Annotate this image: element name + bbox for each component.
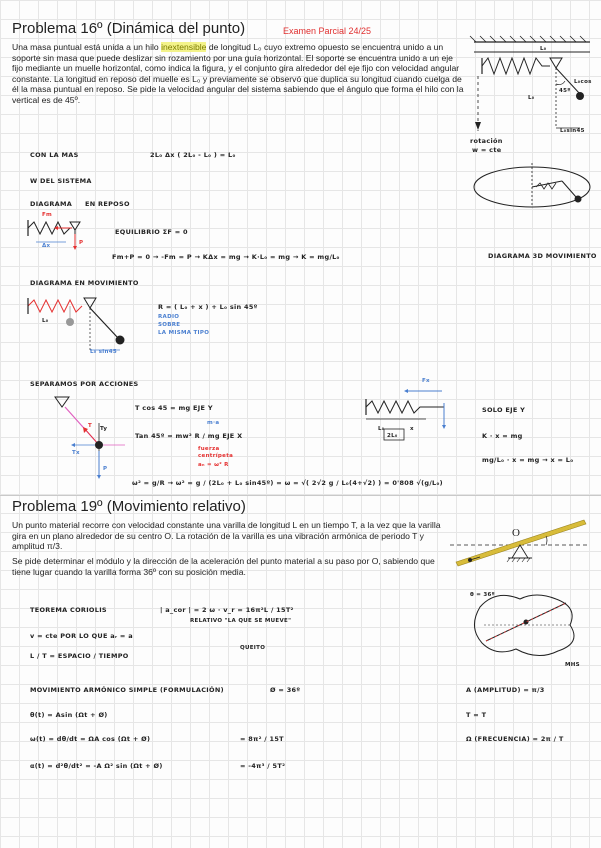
p16-note-p: P (79, 240, 84, 246)
p16-note-lo-sin: L₀ sin45 (90, 349, 117, 355)
p16-note-eq-t2-note-3: centrípeta (198, 453, 234, 459)
p19-statement-2: Se pide determinar el módulo y la dirección de la aceleración del punto material a su paso por O, sabiendo que tiene lugar cuando la varilla forma 36º con su posición media. (12, 556, 435, 577)
p16-note-eq-t2: Tan 45º = mw² R / mg EJE X (135, 432, 243, 440)
p19-note-theta-t: θ(t) = Asin (Ωt + Ø) (30, 711, 108, 719)
p16-fig-l0-cos: L₀cos (574, 79, 592, 85)
p16-fig-l0-top: L₀ (540, 46, 547, 52)
p16-note-eq-t2-note-2: fuerza (198, 446, 220, 452)
p19-note-angulo: θ = 36º (470, 592, 496, 598)
p16-note-tx: Tx (72, 450, 80, 456)
p16-fig-l0-sin: L₀sin45 (560, 128, 585, 134)
p19-note-t-eq: T = T (466, 711, 487, 719)
p16-note-lo-a: L₀ (378, 426, 385, 432)
p16-title: Problema 16º (Dinámica del punto) (12, 20, 246, 37)
p19-note-freq: Ω (FRECUENCIA) = 2π / T (466, 735, 564, 743)
p19-note-acor: | a_cor | = 2 ω · v_r = 16π²L / 15T² (160, 606, 294, 614)
p16-note-sistema: W DEL SISTEMA (30, 177, 92, 185)
p19-note-l-t: L / T = ESPACIO / TIEMPO (30, 652, 129, 660)
p16-note-eq-kx2: mg/L₀ · x = mg → x = L₀ (482, 456, 574, 464)
p16-note-eq-t1: T cos 45 = mg EJE Y (135, 404, 213, 412)
p19-title: Problema 19º (Movimiento relativo) (12, 498, 246, 515)
p16-note-diag-3d: DIAGRAMA 3D MOVIMIENTO (488, 252, 597, 260)
p19-note-teorema: TEOREMA CORIOLIS (30, 606, 107, 614)
p16-fig-rotation-2: w = cte (472, 146, 502, 154)
p19-note-vcte: v = cte POR LO QUE aᵣ = a (30, 632, 133, 640)
p16-3d-diagram (474, 165, 594, 230)
p19-note-mhs: MHS (565, 662, 580, 668)
p16-note-mas: CON LA MAS (30, 151, 79, 159)
p16-highlight: inextensible (161, 42, 207, 52)
p16-note-lo: L₀ (42, 318, 49, 324)
p16-note-eq-kx: K · x = mg (482, 432, 523, 440)
p16-statement (12, 42, 464, 106)
p16-note-fx: Fx (422, 378, 430, 384)
p19-note-queito: QUEITO (240, 645, 266, 651)
p16-note-eq-reposo: Fm+P = 0 → -Fm = P → KΔx = mg → K·L₀ = mg → K = mg/L₀ (112, 253, 340, 261)
p19-note-phi: Ø = 36º (270, 686, 301, 694)
p16-note-t: T (88, 423, 93, 429)
p16-note-ty: Ty (100, 426, 108, 432)
p19-note-relativo: RELATIVO "LA QUE SE MUEVE" (190, 618, 292, 624)
p16-forces-diagram (55, 393, 130, 488)
p16-exam-label: Examen Parcial 24/25 (283, 26, 372, 36)
p16-text-1: Una masa puntual está unida a un hilo (12, 42, 162, 52)
p16-note-solo-eje: SOLO EJE Y (482, 406, 526, 414)
p16-note-radio-1: RADIO (158, 314, 180, 320)
p16-note-p2: P (103, 466, 108, 472)
p16-spring-diagram (362, 383, 472, 443)
p16-note-acciones: SEPARAMOS POR ACCIONES (30, 380, 139, 388)
p16-note-radio-2: SOBRE (158, 322, 181, 328)
p19-note-mov-armonico: MOVIMIENTO ARMÓNICO SIMPLE (FORMULACIÓN) (30, 686, 224, 694)
p16-note-diag-mov: DIAGRAMA EN MOVIMIENTO (30, 279, 139, 287)
p19-fig-o: O (512, 527, 520, 539)
p16-note-eq-w: ω² = g/R → ω² = g / (2L₀ + L₀ sin45º) = ω = √( 2√2 g / L₀(4+√2) ) = 0'808 √(g/L₀) (132, 479, 443, 487)
p16-note-diag-reposo-2: EN REPOSO (85, 200, 130, 208)
p16-note-fm: Fm (42, 212, 53, 218)
p16-note-eq-r: R = ( L₀ + x ) + L₀ sin 45º (158, 303, 258, 311)
p16-fig-angle: 45º (559, 88, 571, 94)
p16-note-dx: Δx (42, 243, 51, 249)
p19-note-alpha-val: = -4π³ / 5T² (240, 762, 286, 770)
p16-note-two-lo: 2L₀ (387, 433, 398, 439)
p19-note-omega-t: ω(t) = dθ/dt = ΩA cos (Ωt + Ø) (30, 735, 151, 743)
p16-text-2: de longitud L₀ cuyo extremo opuesto se encuentra unido a un soporte sin masa que puede deslizar sin rozamiento por una guía horizontal. El soporte se encuentra unido a un eje fijo mediante un muelle horizontal, como indica la figura, y el conjunto gira alrededor del eje fijo con velocidad angular constante. La longitud en reposo del muelle es L₀ y previamente se observó que duplica su longitud cuando cuelga de él la masa puntual en reposo. Se pide la velocidad angular del sistema sabiendo que el ángulo que forma el hilo con la vertical es de 45º. (12, 42, 464, 105)
p19-note-amplitud: A (AMPLITUD) = π/3 (466, 686, 545, 694)
p16-note-equilibrio: EQUILIBRIO ΣF = 0 (115, 228, 188, 236)
p19-note-omega-val: = 8π² / 15T (240, 735, 284, 743)
p16-note-eq-t2-note-4: aₙ = ω² R (198, 462, 229, 468)
p16-note-diag-reposo-1: DIAGRAMA (30, 200, 73, 208)
p16-note-radio-3: LA MISMA TIPO (158, 330, 210, 336)
p16-rest-diagram (28, 214, 108, 259)
p16-note-x: x (410, 426, 414, 432)
p19-rod-figure (450, 512, 590, 582)
p16-fig-l0-side: L₀ (528, 95, 535, 101)
section-separator (0, 495, 601, 496)
p16-note-eq-mas: 2L₀ Δx ( 2L₀ - L₀ ) = L₀ (150, 151, 236, 159)
p19-note-alpha-t: α(t) = d²θ/dt² = -A Ω² sin (Ωt + Ø) (30, 762, 163, 770)
p16-fig-rotation-1: rotación (470, 137, 503, 145)
p19-statement-1: Un punto material recorre con velocidad constante una varilla de longitud L en un tiempo T, a la vez que la varilla gira en un plano alrededor de su centro O. La rotación de la varilla es una vibración armónica de periodo T y amplitud π/3. (12, 520, 441, 552)
p16-note-eq-t2-note-1: m·a (207, 420, 220, 426)
